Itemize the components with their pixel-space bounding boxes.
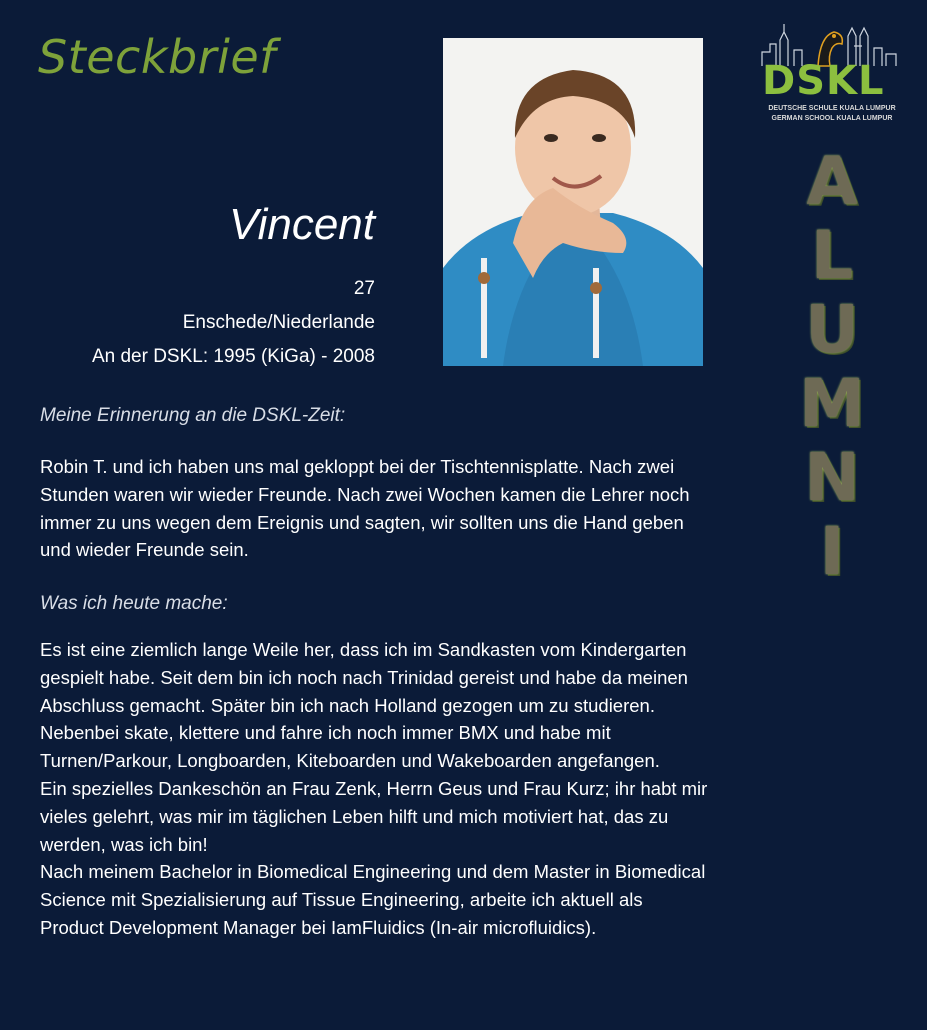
profile-facts [92, 272, 375, 374]
dskl-logo [760, 22, 900, 127]
logo-subtitle: DEUTSCHE SCHULE KUALA LUMPUR GERMAN SCHOOL KUALA LUMPUR [768, 105, 896, 122]
today-label: Was ich heute mache: [40, 593, 228, 614]
alumni-letter: U [805, 291, 859, 368]
profile-age: 27 [353, 278, 375, 299]
alumni-letter: N [804, 439, 860, 516]
profile-dskl-period: An der DSKL: 1995 (KiGa) - 2008 [91, 346, 375, 367]
alumni-vertical-word [782, 145, 882, 670]
today-text [40, 636, 710, 942]
memories-label: Meine Erinnerung an die DSKL-Zeit: [40, 405, 346, 426]
alumni-letter: A [806, 143, 858, 220]
profile-name: Vincent [229, 200, 375, 249]
alumni-letter: I [819, 513, 845, 590]
today-paragraph-2: Ein spezielles Dankeschön an Frau Zenk, Herrn Geus und Frau Kurz; ihr habt mir vieles gelehrt, was mir im täglichen Leben hilft und mich motiviert hat, das zu werden, was ich bin! [40, 777, 708, 855]
profile-location: Enschede/Niederlande [182, 312, 375, 333]
alumni-letter: M [799, 365, 865, 442]
today-paragraph-1: Es ist eine ziemlich lange Weile her, dass ich im Sandkasten vom Kindergarten gespielt habe. Seit dem bin ich noch nach Trinidad gereist und habe da meinen Abschluss gemacht. Später bin ich nach Holland gezogen um zu studieren. Nebenbei skate, klettere und fahre ich noch immer BMX und habe mit Turnen/Parkour, Longboarden, Kiteboarden und Wakeboarden angefangen. [40, 639, 688, 772]
memories-text [40, 453, 710, 564]
page-title: Steckbrief [38, 30, 276, 84]
memories-paragraph: Robin T. und ich haben uns mal gekloppt bei der Tischtennisplatte. Nach zwei Stunden waren wir wieder Freunde. Nach zwei Wochen kamen die Lehrer noch immer zu uns wegen dem Ereignis und sagten, wir sollten uns die Hand geben und wieder Freunde sein. [40, 456, 690, 561]
alumni-letter: L [810, 217, 854, 294]
profile-photo [443, 38, 703, 366]
logo-wordmark: DSKL [762, 58, 885, 104]
today-paragraph-3: Nach meinem Bachelor in Biomedical Engineering und dem Master in Biomedical Science mit Spezialisierung auf Tissue Engineering, arbeite ich aktuell als Product Development Manager bei IamFluidics (In-air microfluidics). [40, 861, 706, 938]
